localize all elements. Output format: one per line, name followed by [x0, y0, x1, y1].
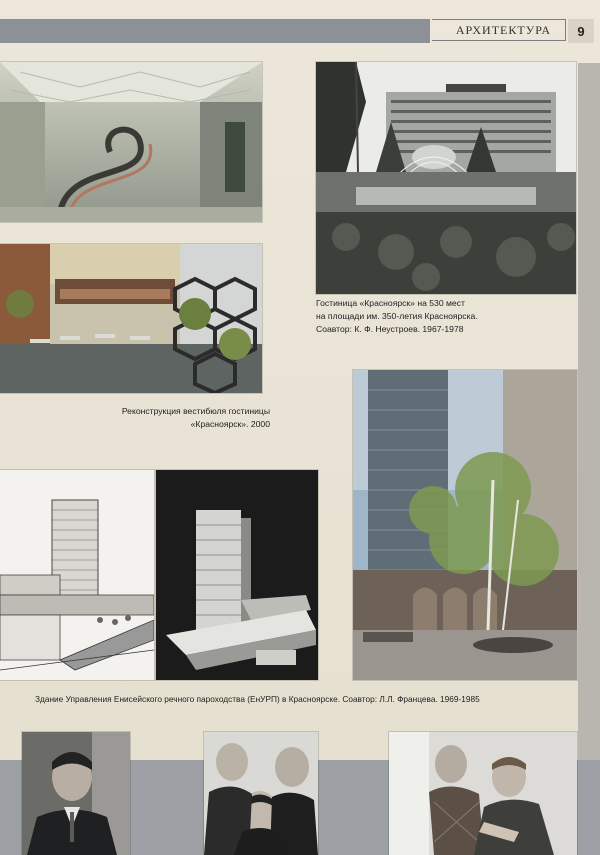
photo-portrait-group	[204, 732, 318, 855]
portrait-two-men-image	[389, 732, 577, 855]
caption-lobby	[30, 405, 270, 431]
enurp-model-image	[156, 470, 318, 680]
photo-lobby-reconstruction	[0, 244, 262, 393]
lobby-image	[0, 244, 262, 393]
section-title-box	[432, 19, 566, 41]
header-stripe	[0, 19, 430, 43]
page-number: 9	[568, 19, 594, 43]
photo-portrait-man	[22, 732, 130, 855]
photo-tower-birch	[353, 370, 577, 680]
caption-lobby-line2: «Красноярск». 2000	[190, 419, 270, 429]
right-side-stripe	[578, 63, 600, 763]
hotel-fountain-image	[316, 62, 576, 294]
caption-hotel-line3: Соавтор: К. Ф. Неустроев. 1967-1978	[316, 324, 464, 334]
tower-birch-image	[353, 370, 577, 680]
interior-staircase-image	[0, 62, 262, 222]
caption-enurp-text: Здание Управления Енисейского речного пароходства (ЕнУРП) в Красноярске. Соавтор: Л.Л. Францева. 1969-1985	[35, 694, 480, 704]
photo-interior-staircase	[0, 62, 262, 222]
caption-hotel	[316, 297, 576, 336]
caption-lobby-line1: Реконструкция вестибюля гостиницы	[121, 406, 270, 416]
portrait-man-image	[22, 732, 130, 855]
caption-enurp	[35, 693, 595, 706]
enurp-sketch-image	[0, 470, 154, 680]
photo-portrait-two-men	[389, 732, 577, 855]
section-title: АРХИТЕКТУРА	[455, 22, 551, 37]
caption-hotel-line2: на площади им. 350-летия Красноярска.	[316, 311, 478, 321]
photo-enurp-sketch	[0, 470, 154, 680]
photo-enurp-model	[156, 470, 318, 680]
portrait-group-image	[204, 732, 318, 855]
caption-hotel-line1: Гостиница «Красноярск» на 530 мест	[316, 298, 465, 308]
photo-hotel-fountain	[316, 62, 576, 294]
page-header	[0, 19, 600, 43]
